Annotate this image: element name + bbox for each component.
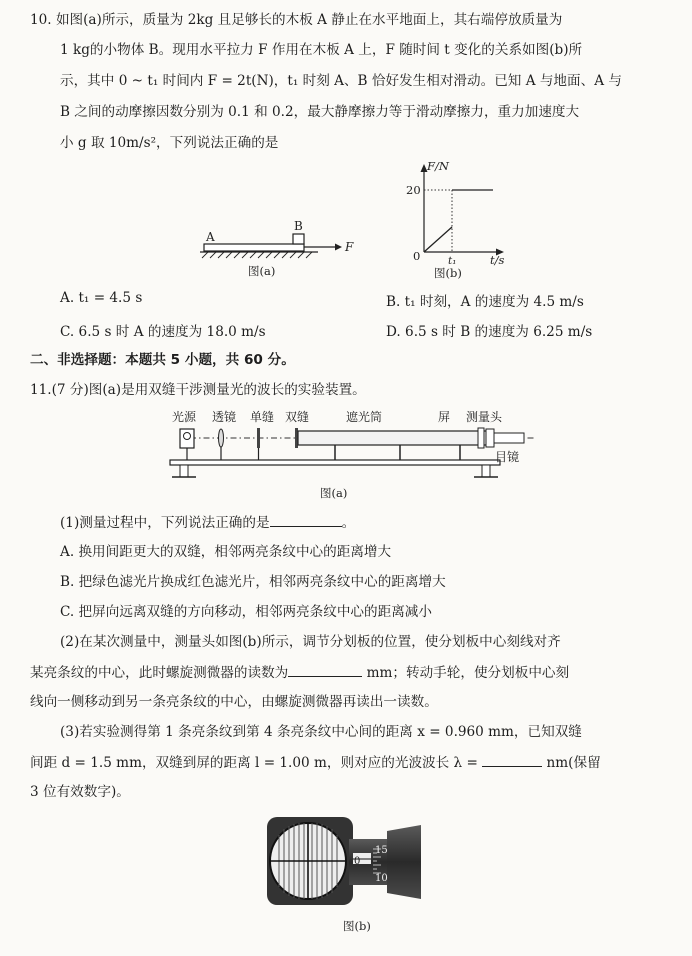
fig-a-caption: 图(a) (248, 264, 276, 278)
tick-20: 20 (406, 183, 421, 197)
answer-blank-2[interactable] (288, 662, 362, 677)
optical-rail (170, 460, 500, 465)
label-measuring-head: 测量头 (466, 410, 503, 424)
light-source (180, 429, 194, 448)
force-ramp (424, 227, 452, 252)
scale-15: 15 (375, 845, 388, 856)
tick-t1: t₁ (448, 255, 457, 267)
measuring-head-caption: 图(b) (343, 919, 371, 933)
y-axis-label: F/N (427, 160, 449, 173)
q11-choice-c: C. 把屏向远离双缝的方向移动，相邻两亮条纹中心的距离减小 (60, 604, 432, 620)
label-single-slit: 单缝 (250, 410, 275, 424)
x-axis-label: t/s (490, 253, 505, 267)
section-2-heading: 二、非选择题：本题共 5 小题，共 60 分。 (30, 352, 295, 368)
label-A: A (206, 230, 215, 244)
label-double-slit: 双缝 (285, 410, 310, 424)
q10-option-d: D. 6.5 s 时 B 的速度为 6.25 m/s (386, 324, 593, 340)
apparatus-caption: 图(a) (320, 486, 348, 500)
label-eyepiece: 目镜 (495, 450, 520, 464)
label-light-source: 光源 (172, 410, 197, 424)
q10-line-4: B 之间的动摩擦因数分别为 0.1 和 0.2，最大静摩擦力等于滑动摩擦力，重力加速度大 (60, 104, 580, 120)
q11-choice-a: A. 换用间距更大的双缝，相邻两亮条纹中心的距离增大 (60, 544, 392, 560)
q10-line-5: 小 g 取 10m/s²，下列说法正确的是 (60, 135, 279, 151)
label-light-tube: 遮光筒 (346, 410, 383, 424)
q10-line-1: 10. 如图(a)所示，质量为 2kg 且足够长的木板 A 静止在水平地面上，其右端停放质量为 (30, 12, 563, 28)
single-slit (257, 428, 260, 448)
q10-option-c: C. 6.5 s 时 A 的速度为 18.0 m/s (60, 324, 266, 340)
q11-part3-line1: (3)若实验测得第 1 条亮条纹到第 4 条亮条纹中心间的距离 x = 0.960 mm，已知双缝 (60, 724, 582, 740)
q11-intro: 11.(7 分)图(a)是用双缝干涉测量光的波长的实验装置。 (30, 382, 366, 398)
q10-option-a: A. t₁ = 4.5 s (60, 290, 143, 306)
q10-line-3: 示，其中 0 ~ t₁ 时间内 F = 2t(N)，t₁ 时刻 A、B 恰好发生相对滑动。已知 A 与地面、A 与 (60, 73, 622, 89)
q11-choice-b: B. 把绿色滤光片换成红色滤光片，相邻两亮条纹中心的距离增大 (60, 574, 446, 590)
q10-line-2: 1 kg的小物体 B。现用水平拉力 F 作用在木板 A 上，F 随时间 t 变化的关系如图(b)所 (60, 42, 583, 58)
fig-b-caption: 图(b) (434, 266, 462, 280)
answer-blank-1[interactable] (270, 512, 342, 527)
label-B: B (294, 219, 303, 233)
q11-part2-line2: 某亮条纹的中心，此时螺旋测微器的读数为 mm；转动手轮，使分划板中心刻 (30, 662, 569, 683)
scale-10: 10 (375, 873, 388, 884)
q10-option-b: B. t₁ 时刻，A 的速度为 4.5 m/s (386, 294, 584, 310)
q11-part2-line3: 线向一侧移动到另一条亮条纹的中心，由螺旋测微器再读出一读数。 (30, 694, 438, 710)
origin-label: 0 (413, 249, 421, 263)
q11-measuring-head-figure (265, 815, 445, 935)
q11-part3-line2: 间距 d = 1.5 mm，双缝到屏的距离 l = 1.00 m，则对应的光波波长 λ = nm(保留 (30, 752, 601, 773)
lens (219, 429, 224, 447)
micrometer-thimble (387, 825, 421, 899)
ground-hatch (202, 252, 312, 258)
screen (478, 428, 484, 448)
eyepiece (494, 433, 524, 443)
force-arrowhead (335, 244, 342, 251)
q11-part1: (1)测量过程中，下列说法正确的是 。 (60, 512, 355, 533)
label-lens: 透镜 (212, 410, 237, 424)
label-screen: 屏 (438, 410, 451, 424)
q10-figure-a (190, 215, 365, 285)
label-F: F (345, 240, 354, 254)
q11-part3-line3: 3 位有效数字)。 (30, 784, 130, 800)
scale-0: 0 (354, 856, 361, 867)
board-A (204, 244, 304, 251)
q10-figure-b (400, 160, 525, 280)
light-tube (298, 431, 488, 445)
measuring-head (486, 429, 494, 447)
q11-apparatus-figure (160, 405, 540, 505)
block-B (293, 234, 304, 244)
answer-blank-3[interactable] (482, 752, 542, 767)
q11-part2-line1: (2)在某次测量中，测量头如图(b)所示，调节分划板的位置，使分划板中心刻线对齐 (60, 634, 561, 650)
